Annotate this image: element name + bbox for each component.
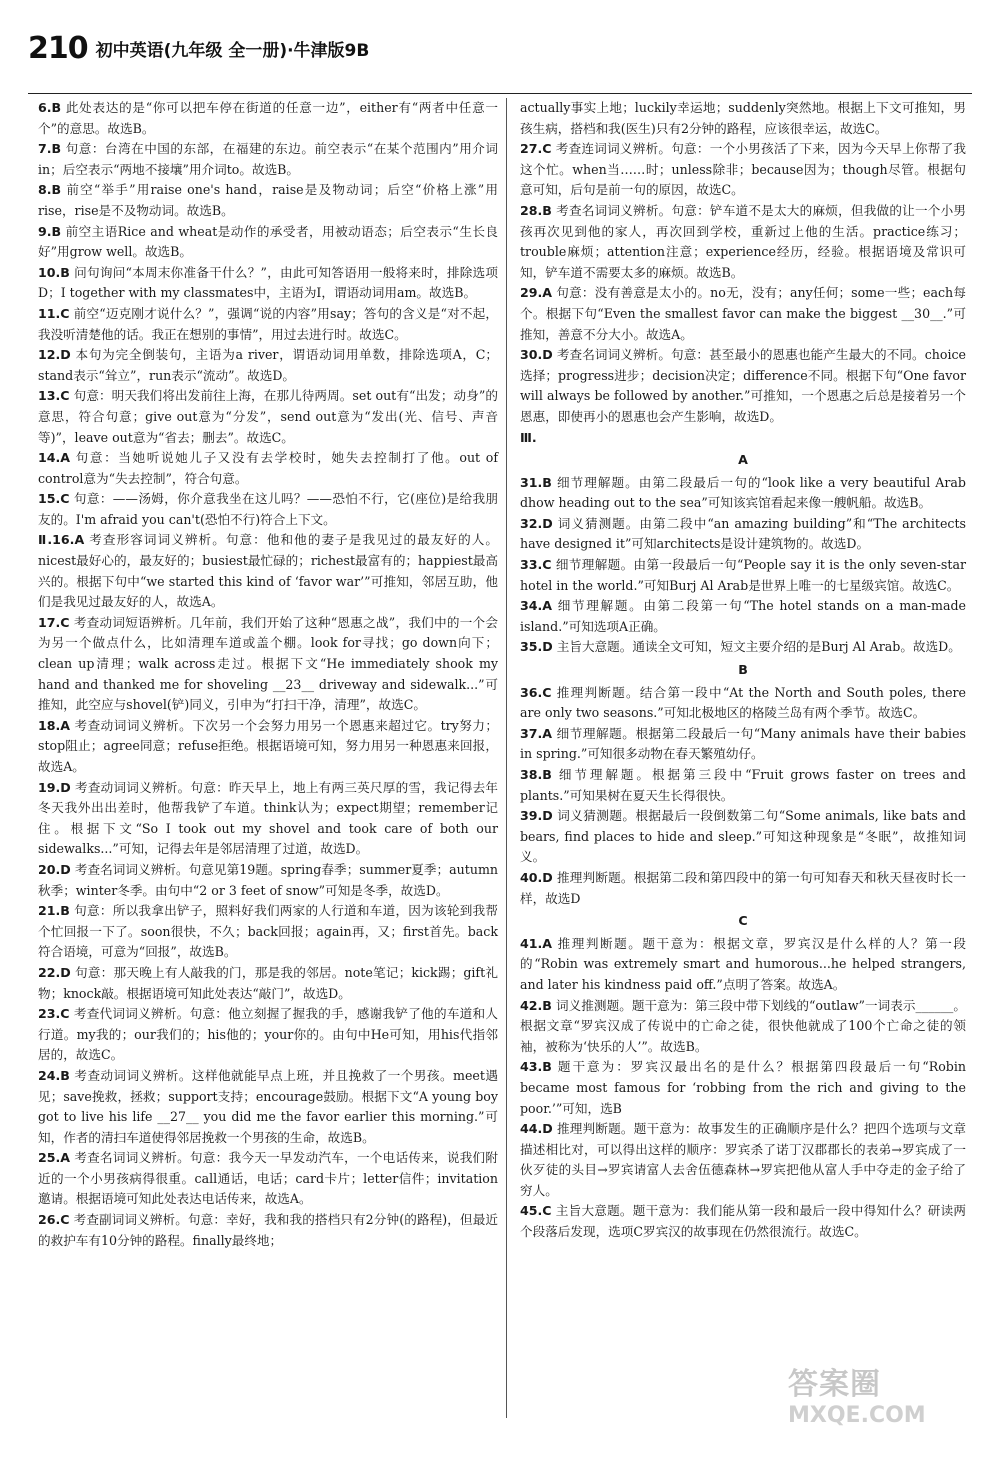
answer-entry (520, 555, 966, 596)
answer-entry (520, 1057, 966, 1119)
answer-explanation: 推理判断题。根据第二段和第四段中的第一句可知春天和秋天昼夜时长一样，故选D (520, 869, 966, 906)
answer-number: 41.A (520, 935, 553, 951)
answer-number: 17.C (38, 614, 70, 630)
answer-entry (38, 1066, 498, 1148)
answer-explanation: 问句询问“本周末你准备干什么？”，由此可知答语用一般将来时，排除选项D；I together with my classmates中，主语为I，谓语动词用am。故选B。 (38, 264, 498, 301)
answer-number: 40.D (520, 869, 553, 885)
answer-explanation: 考查动词词义辨析。这样他就能早点上班，并且挽救了一个男孩。meet遇见；save挽救，拯救；support支持；encourage鼓励。根据下文“A young boy got to live his life __27__ you did me the favor earlier this morning.”可知，作者的清扫车道使得邻居挽救一个男孩的生命，故选B。 (38, 1067, 498, 1145)
answer-entry (520, 806, 966, 868)
answer-entry (520, 934, 966, 996)
answer-entry (38, 963, 498, 1004)
answer-explanation: 推理判断题。题干意为：故事发生的正确顺序是什么？把四个选项与文章描述相比对，可以得出这样的顺序：罗宾杀了诺丁汉郡郡长的表弟→罗宾成了一伙歹徒的头目→罗宾请富人去舍伍德森林→罗宾把他从富人手中夺走的金子给了穷人。 (520, 1121, 966, 1198)
answer-number: 37.A (520, 725, 553, 741)
answer-entry (520, 1201, 966, 1242)
answer-explanation: 主旨大意题。题干意为：我们能从第一段和最后一段中得知什么？研读两个段落后发现，选项C罗宾汉的故事现在仍然很流行。故选C。 (520, 1203, 966, 1240)
answer-explanation: 句意：所以我拿出铲子，照料好我们两家的人行道和车道，因为该轮到我帮个忙回报一下了。soon很快，不久；back回报；again再，又；first首先。back符合语境，可意为“回报”，故选B。 (38, 903, 498, 960)
answer-explanation: actually事实上地；luckily幸运地；suddenly突然地。根据上下文可推知，男孩生病，搭档和我(医生)只有2分钟的路程，应该很幸运，故选C。 (520, 100, 966, 136)
answer-number: 19.D (38, 779, 71, 795)
answer-entry (38, 448, 498, 489)
answer-number: 26.C (38, 1212, 70, 1228)
answer-entry (38, 860, 498, 901)
answer-explanation: 考查名词词义辨析。句意：甚至最小的恩惠也能产生最大的不同。choice选择；progress进步；decision决定；difference不同。根据下句“One favor will always be followed by another.”可推知，一个恩惠之后总是接着另一个恩惠，即使再小的恩惠也会产生影响，故选D。 (520, 347, 966, 424)
answer-explanation: 句意：当她听说她儿子又没有去学校时，她失去控制打了他。out of control意为“失去控制”，符合句意。 (38, 450, 498, 486)
answer-number: 29.A (520, 285, 553, 301)
answer-explanation: 考查名词词义辨析。句意：铲车道不是太大的麻烦，但我做的让一个小男孩再次见到他的家人，再次回到学校，重新过上他的生活。practice练习；trouble麻烦；attention注意；experience经历，经验。根据语境及常识可知，铲车道不需要太多的麻烦。故选B。 (520, 202, 966, 280)
answer-entry (520, 765, 966, 806)
answer-number: 42.B (520, 997, 552, 1013)
answer-explanation: 细节理解题。由第二段第一句“The hotel stands on a man-made island.”可知选项A正确。 (520, 598, 966, 634)
answer-number: 36.C (520, 684, 552, 700)
answer-entry (38, 98, 498, 139)
answer-entry (38, 1004, 498, 1066)
passage-c-heading: C (738, 913, 748, 929)
answer-explanation: 前空“迈克刚才说什么？”，强调“说的内容”用say；答句的含义是“对不起，我没听清楚他的话。我正在想别的事情”，用过去进行时。故选C。 (38, 305, 498, 342)
answer-entry (38, 345, 498, 386)
answer-number: 9.B (38, 223, 62, 239)
answer-entry (38, 530, 498, 612)
answer-explanation: 本句为完全倒装句，主语为a river，谓语动词用单数，排除选项A，C；stand表示“耸立”，run表示“流动”。故选D。 (38, 347, 498, 383)
answer-explanation: 主旨大意题。通读全文可知，短文主要介绍的是Burj Al Arab。故选D。 (556, 639, 961, 655)
answer-entry (520, 345, 966, 427)
answer-entry (520, 683, 966, 724)
answer-number: 13.C (38, 388, 70, 404)
answer-explanation: 考查动词词义辨析。下次另一个会努力用另一个恩惠来超过它。try努力；stop阻止；agree同意；refuse拒绝。根据语境可知，努力用另一种恩惠来回报，故选A。 (38, 717, 498, 774)
answer-number: 22.D (38, 964, 71, 980)
answer-entry (38, 139, 498, 180)
answer-number: 6.B (38, 100, 62, 115)
answer-explanation: 细节理解题。由第二段最后一句的“look like a very beautiful Arab dhow heading out to the sea”可知该宾馆看起来像一艘帆船。故选B。 (520, 474, 966, 511)
answer-entry (520, 724, 966, 765)
header-rule (28, 93, 972, 94)
answer-number: 10.B (38, 264, 70, 280)
answer-entry (520, 996, 966, 1058)
answer-explanation: 考查名词词义辨析。句意见第19题。spring春季；summer夏季；autumn秋季；winter冬季。由句中“2 or 3 feet of snow”可知是冬季，故选D。 (38, 861, 498, 898)
answer-explanation: 推理判断题。题干意为：根据文章，罗宾汉是什么样的人？第一段的“Robin was extremely smart and humorous...he helped strangers, and later his kindness paid off.”点明了答案。故选A。 (520, 935, 966, 992)
page-number: 210 (28, 31, 88, 66)
answer-entry (520, 514, 966, 555)
answer-number: 20.D (38, 861, 71, 877)
answer-explanation: 句意：台湾在中国的东部，在福建的东边。前空表示“在某个范围内”用介词in；后空表示“两地不接壤”用介词to。故选B。 (38, 141, 498, 177)
watermark-url: MXQE.COM (788, 1403, 926, 1428)
answer-entry (520, 283, 966, 345)
answer-explanation: 推理判断题。结合第一段中“At the North and South poles, there are only two seasons.”可知北极地区的格陵兰岛有两个季节。故选C。 (520, 684, 966, 721)
passage-c-answers (520, 934, 966, 1243)
answer-entry (38, 613, 498, 716)
passage-a-heading: A (738, 452, 748, 468)
answer-number: 8.B (38, 182, 62, 198)
section-iii-label: Ⅲ. (520, 429, 537, 445)
answer-number: 32.D (520, 515, 553, 531)
answer-number: 33.C (520, 557, 552, 573)
answer-explanation: 考查动词词义辨析。句意：昨天早上，地上有两三英尺厚的雪，我记得去年冬天我外出出差时，他帮我铲了车道。think认为；expect期望；remember记住。根据下文“So I took out my shovel and took care of both our sidewalks...”可知，记得去年是邻居清理了过道，故选D。 (38, 779, 498, 857)
answer-explanation: 句意：那天晚上有人敲我的门，那是我的邻居。note笔记；kick踢；gift礼物；knock敲。根据语境可知此处表达“敲门”，故选D。 (38, 964, 498, 1001)
answer-number: 38.B (520, 767, 552, 782)
answer-explanation: 句意：没有善意是太小的。no无，没有；any任何；some一些；each每个。根据下句“Even the smallest favor can make the biggest __30__.”可推知，善意不分大小。故选A。 (520, 285, 966, 342)
answer-number: 18.A (38, 717, 71, 733)
answer-explanation: 考查名词词义辨析。句意：我今天一早发动汽车，一个电话传来，说我们附近的一个小男孩病得很重。call通话，电话；card卡片；letter信件；invitation邀请。根据语境可知此处表达电话传来，故选A。 (38, 1150, 498, 1207)
answer-number: 24.B (38, 1067, 70, 1083)
answer-number: 15.C (38, 491, 70, 507)
right-column-continuation (520, 98, 966, 428)
passage-a-answers (520, 473, 966, 658)
answer-number: 39.D (520, 808, 553, 824)
answer-number: 27.C (520, 141, 552, 157)
answer-number: Ⅱ.16.A (38, 532, 85, 548)
answer-explanation: 考查形容词词义辨析。句意：他和他的妻子是我见过的最友好的人。nicest最好心的，最友好的；busiest最忙碌的；richest最富有的；happiest最高兴的。根据下句中“we started this kind of ‘favor war’”可推知，邻居互助，他们是我见过最友好的人，故选A。 (38, 532, 498, 610)
answer-entry (38, 778, 498, 860)
answer-entry (520, 473, 966, 514)
answer-explanation: 词义推测题。题干意为：第三段中带下划线的“outlaw”一词表示______。根据文章“罗宾汉成了传说中的亡命之徒，很快他就成了100个亡命之徒的领袖，被称为‘快乐的人’”。故选B。 (520, 997, 966, 1054)
answer-explanation: 细节理解题。根据第二段最后一句“Many animals have their babies in spring.”可知很多动物在春天繁殖幼仔。 (520, 725, 966, 762)
answer-entry (520, 1119, 966, 1201)
answer-number: 7.B (38, 141, 62, 157)
answer-entry (38, 901, 498, 963)
answer-number: 11.C (38, 305, 70, 321)
right-column (520, 98, 966, 1243)
answer-number: 12.D (38, 347, 71, 363)
answer-explanation: 考查副词词义辨析。句意：幸好，我和我的搭档只有2分钟(的路程)，但最近的救护车有10分钟的路程。finally最终地； (38, 1212, 498, 1248)
answer-entry (38, 180, 498, 221)
book-title: 初中英语(九年级 全一册)·牛津版9B (95, 41, 370, 61)
answer-entry (520, 139, 966, 201)
answer-explanation: 考查动词短语辨析。几年前，我们开始了这种“恩惠之战”，我们中的一个会为另一个做点什么，比如清理车道或盖个棚。look for寻找；go down向下；clean up清理；walk across走过。根据下文“He immediately shook my hand and thanked me for shoveling __23__ driveway and sidewalk...”可推知，此空应与shovel(铲)同义，引申为“打扫干净，清理”，故选C。 (38, 614, 498, 713)
answer-number: 31.B (520, 474, 552, 490)
answer-explanation: 前空主语Rice and wheat是动作的承受者，用被动语态；后空表示“生长良好”用grow well。故选B。 (38, 223, 498, 260)
answer-explanation: 考查代词词义辨析。句意：他立刻握了握我的手，感谢我铲了他的车道和人行道。my我的；our我们的；his他的；your你的。由句中He可知，用his代指邻居的，故选C。 (38, 1006, 498, 1063)
answer-explanation: 词义猜测题。根据最后一段倒数第二句“Some animals, like bats and bears, find places to hide and sleep.”可知这种现象是“冬眠”，故推知词义。 (520, 808, 966, 865)
answer-explanation: 词义猜测题。由第二段中“an amazing building”和“The architects have designed it”可知architects是设计建筑物的。故选D。 (520, 515, 966, 552)
answer-entry (520, 201, 966, 283)
answer-entry (38, 263, 498, 304)
page-header (28, 12, 972, 64)
passage-b-answers (520, 683, 966, 910)
answer-number: 28.B (520, 202, 552, 218)
answer-entry (38, 489, 498, 530)
column-divider (506, 98, 507, 1418)
answer-entry (38, 1148, 498, 1210)
answer-explanation: 句意：——汤姆，你介意我坐在这儿吗？——恐怕不行，它(座位)是给我朋友的。I'm afraid you can't(恐怕不行)符合上下文。 (38, 491, 498, 527)
answer-explanation: 考查连词词义辨析。句意：一个小男孩活了下来，因为今天早上你帮了我这个忙。when当……时；unless除非；because因为；though尽管。根据句意可知，后句是前一句的原因，故选C。 (520, 141, 966, 198)
watermark-text: 答案圈 (788, 1367, 881, 1402)
answer-explanation: 句意：明天我们将出发前往上海，在那儿待两周。set out有“出发；动身”的意思，符合句意；give out意为“分发”，send out意为“发出(光、信号、声音等)”，leave out意为“省去；删去”。故选C。 (38, 388, 498, 445)
answer-entry (520, 596, 966, 637)
answer-number: 21.B (38, 903, 70, 919)
answer-entry (38, 304, 498, 345)
answer-entry (520, 637, 966, 658)
answer-explanation: 前空“举手”用raise one's hand，raise是及物动词；后空“价格上涨”用rise，rise是不及物动词。故选B。 (38, 182, 498, 218)
section-iii-heading (520, 428, 966, 449)
answer-explanation: 此处表达的是“你可以把车停在街道的任意一边”，either有“两者中任意一个”的意思。故选B。 (38, 100, 498, 136)
answer-number: 44.D (520, 1121, 553, 1137)
left-column (38, 98, 498, 1251)
answer-number: 14.A (38, 450, 71, 466)
answer-entry (520, 868, 966, 909)
answer-explanation: 细节理解题。由第一段最后一句“People say it is the only seven-star hotel in the world.”可知Burj Al Arab是世界上唯一的七星级宾馆。故选C。 (520, 557, 966, 593)
answer-number: 23.C (38, 1006, 70, 1022)
answer-number: 43.B (520, 1059, 552, 1075)
answer-explanation: 细节理解题。根据第三段中“Fruit grows faster on trees and plants.”可知果树在夏天生长得很快。 (520, 767, 966, 803)
answer-entry (520, 98, 966, 139)
answer-entry (38, 1210, 498, 1251)
answer-number: 34.A (520, 598, 553, 614)
answer-explanation: 题干意为：罗宾汉最出名的是什么？根据第四段最后一句“Robin became most famous for ‘robbing from the rich and giving to the poor.’”可知，选B (520, 1059, 966, 1116)
answer-entry (38, 222, 498, 263)
answer-number: 35.D (520, 639, 553, 655)
answer-number: 30.D (520, 347, 553, 363)
answer-entry (38, 386, 498, 448)
watermark-logo (788, 1359, 978, 1455)
answer-entry (38, 716, 498, 778)
answer-number: 25.A (38, 1150, 71, 1166)
passage-b-heading: B (738, 662, 748, 678)
answer-number: 45.C (520, 1203, 552, 1219)
